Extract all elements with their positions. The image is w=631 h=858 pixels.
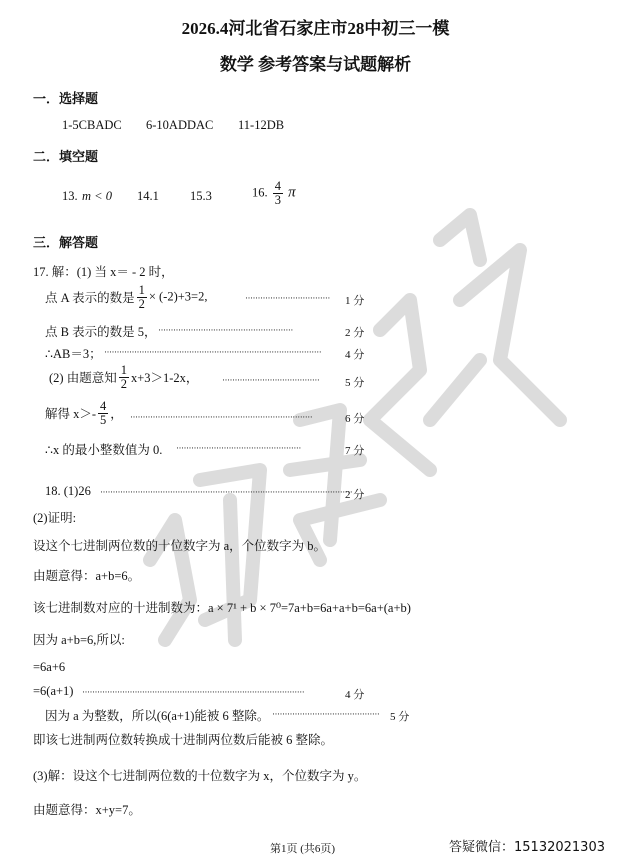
choice-answers-3: 11-12DB: [238, 118, 285, 132]
q17-line-4: (2) 由题意知 $\frac{1}{2}$ x+3＞1-2x，: [49, 363, 199, 391]
q18-line-12: 由题意得：x+y=7。: [33, 803, 141, 817]
q18-line-9: 因为 a 为整数，所以(6(a+1)能被 6 整除。: [45, 709, 270, 723]
q17-line-5-leader: ·········································································: [130, 412, 313, 422]
wechat-contact: 答疑微信：15132021303: [449, 840, 605, 855]
q17-line-1-score: 1 分: [345, 295, 365, 307]
q18-line-8-score: 4 分: [345, 689, 365, 701]
q17-line-6-score: 7 分: [345, 445, 365, 457]
q17-line-2-score: 2 分: [345, 327, 365, 339]
q14-answer: 14.1: [137, 189, 159, 203]
q17-line-3-leader: ·······················································································: [104, 347, 322, 357]
q17-line-5: 解得 x＞- $\frac{4}{5}$ ，: [45, 399, 123, 427]
q18-line-9-score: 5 分: [390, 711, 410, 723]
q18-line-10: 即该七进制两位数转换成十进制两位数后能被 6 整除。: [33, 733, 334, 747]
page-number: 第1页 (共6页): [270, 843, 336, 855]
q17-line-1-leader: ··································: [245, 293, 330, 303]
q18-line-4: 由题意得：a+b=6。: [33, 569, 141, 583]
q18-line-8: =6(a+1): [33, 684, 74, 698]
section-heading-solution: 三．解答题: [33, 235, 99, 250]
q17-line-6-leader: ··················································: [176, 443, 301, 453]
q18-line-1-score: 2 分: [345, 489, 365, 501]
document-title: 2026.4河北省石家庄市28中初三一模: [181, 19, 450, 38]
section-heading-fill: 二．填空题: [33, 149, 99, 164]
q18-line-2: (2)证明:: [33, 511, 77, 525]
q17-line-4-score: 5 分: [345, 377, 365, 389]
q18-line-6: 因为 a+b=6,所以:: [33, 633, 125, 647]
q17-line-3: ∴AB＝3；: [45, 347, 102, 361]
q18-line-11: (3)解：设这个七进制两位数的十位数字为 x，个位数字为 y。: [33, 769, 367, 783]
q17-line-2: 点 B 表示的数是 5，: [45, 325, 157, 339]
section-heading-choice: 一．选择题: [33, 91, 99, 106]
q17-intro: 17. 解：(1) 当 x＝ - 2 时，: [33, 265, 174, 279]
q17-line-4-leader: ·······································: [222, 375, 320, 385]
q13-answer: m < 0: [82, 189, 112, 203]
q18-line-1: 18. (1)26: [45, 484, 91, 498]
choice-answers-2: 6-10ADDAC: [146, 118, 214, 132]
q17-line-5-score: 6 分: [345, 413, 365, 425]
q16-fraction: $\frac{4}{3}$: [274, 179, 281, 207]
q16-answer: 16. $\frac{4}{3}$ π: [252, 179, 296, 207]
q13-label: 13.: [62, 189, 78, 203]
choice-answers-1: 1-5CBADC: [62, 118, 122, 132]
q18-line-3: 设这个七进制两位数的十位数字为 a，个位数字为 b。: [33, 539, 327, 553]
q17-line-3-score: 4 分: [345, 349, 365, 361]
q18-line-7: =6a+6: [33, 660, 66, 674]
q17-line-6: ∴x 的最小整数值为 0.: [45, 443, 163, 457]
q17-line-1: 点 A 表示的数是 $\frac{1}{2}$ × (-2)+3=2,: [45, 283, 208, 311]
q15-answer: 15.3: [190, 189, 212, 203]
q17-line-2-leader: ······················································: [158, 325, 293, 335]
q18-line-1-leader: ·····································································································: [100, 487, 353, 497]
q18-line-9-leader: ···········································: [272, 709, 380, 719]
document-subtitle: 数学 参考答案与试题解析: [219, 55, 412, 74]
q18-line-8-leader: ·························································································: [82, 687, 305, 697]
q18-line-5: 该七进制数对应的十进制数为：a × 7¹ + b × 7⁰=7a+b=6a+a+b=6a+(a+b): [33, 601, 411, 615]
q16-label: 16.: [252, 185, 268, 200]
